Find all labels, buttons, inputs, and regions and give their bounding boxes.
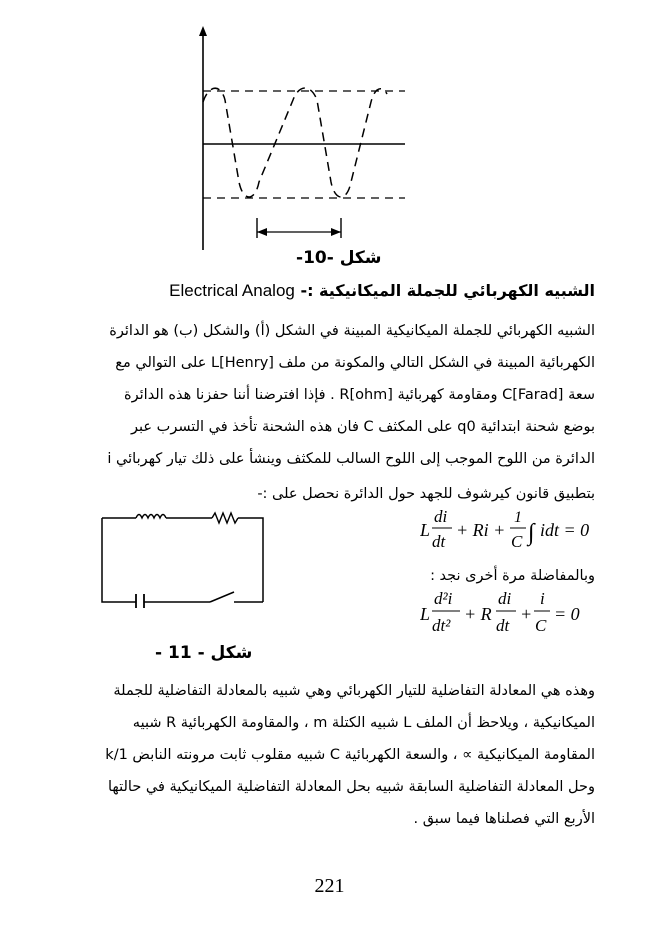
figure-11-circuit	[100, 508, 265, 608]
svg-text:dt: dt	[432, 532, 446, 551]
svg-text:idt = 0: idt = 0	[540, 520, 590, 540]
paragraph-line: الكهربائية المبينة في الشكل التالي والمكونة من ملف L[Henry] على التوالي مع	[115, 355, 595, 371]
figure-11-caption: شكل - 11 -	[155, 643, 253, 663]
svg-text:di: di	[498, 590, 512, 608]
figure-10-waveform	[195, 22, 410, 254]
heading-arabic: الشبيه الكهربائي للجملة الميكانيكية :-	[300, 281, 595, 300]
paragraph-line: سعة C[Farad] ومقاومة كهربائية R[ohm] . فإذا افترضنا أننا حفزنا هذه الدائرة	[124, 387, 595, 403]
svg-text:i: i	[540, 590, 545, 608]
paragraph-1	[62, 315, 595, 475]
paragraph-line: المقاومة الميكانيكية ∝ ، والسعة الكهربائية C شبيه مقلوب ثابت مرونته النابض 1/k	[105, 747, 595, 763]
heading-english: Electrical Analog	[169, 281, 295, 300]
svg-text:L: L	[420, 604, 431, 624]
svg-text:1: 1	[514, 509, 522, 526]
paragraph-line: الدائرة من اللوح الموجب إلى اللوح السالب للمكثف وينشأ على ذلك تيار كهربائي i	[107, 451, 595, 467]
resistor-symbol	[212, 513, 238, 523]
svg-text:= 0: = 0	[554, 604, 580, 624]
equation-second-order	[420, 590, 600, 643]
paragraph-line: وهذه هي المعادلة التفاضلية للتيار الكهربائي وهي شبيه بالمعادلة التفاضلية للجملة	[113, 683, 595, 699]
inductor-symbol	[136, 515, 166, 519]
svg-text:+ R: + R	[464, 604, 492, 624]
paragraph-line: بوضع شحنة ابتدائية q0 على المكثف C فان هذه الشحنة تأخذ في التسرب عبر	[131, 419, 595, 435]
svg-text:d²i: d²i	[434, 590, 453, 608]
svg-text:+: +	[520, 604, 533, 624]
kirchhoff-intro: بتطبيق قانون كيرشوف للجهد حول الدائرة نحصل على :-	[257, 486, 595, 502]
paragraph-line: وحل المعادلة التفاضلية السابقة شبيه بحل المعادلة التفاضلية الميكانيكية في حالتها	[108, 779, 595, 795]
differentiation-note: وبالمفاضلة مرة أخرى نجد :	[430, 568, 595, 584]
svg-text:C: C	[535, 616, 547, 635]
svg-text:L: L	[420, 520, 431, 540]
equation-kvl	[420, 508, 600, 559]
svg-text:C: C	[511, 532, 523, 551]
svg-text:+ Ri +: + Ri +	[456, 520, 506, 540]
svg-text:∫: ∫	[528, 520, 535, 546]
svg-text:dt: dt	[496, 616, 510, 635]
section-heading	[169, 281, 595, 301]
paragraph-line: الميكانيكية ، ويلاحظ أن الملف L شبيه الكتلة m ، والمقاومة الكهربائية R شبيه	[132, 715, 595, 731]
svg-text:dt²: dt²	[432, 616, 451, 635]
paragraph-2	[62, 675, 595, 835]
svg-text:di: di	[434, 508, 448, 526]
page-number: 221	[314, 875, 345, 897]
paragraph-line: الشبيه الكهربائي للجملة الميكانيكية المبينة في الشكل (أ) والشكل (ب) هو الدائرة	[109, 323, 595, 339]
figure-10-caption: شكل -10-	[296, 248, 382, 268]
paragraph-line: الأربع التي فصلناها فيما سبق .	[413, 811, 595, 827]
